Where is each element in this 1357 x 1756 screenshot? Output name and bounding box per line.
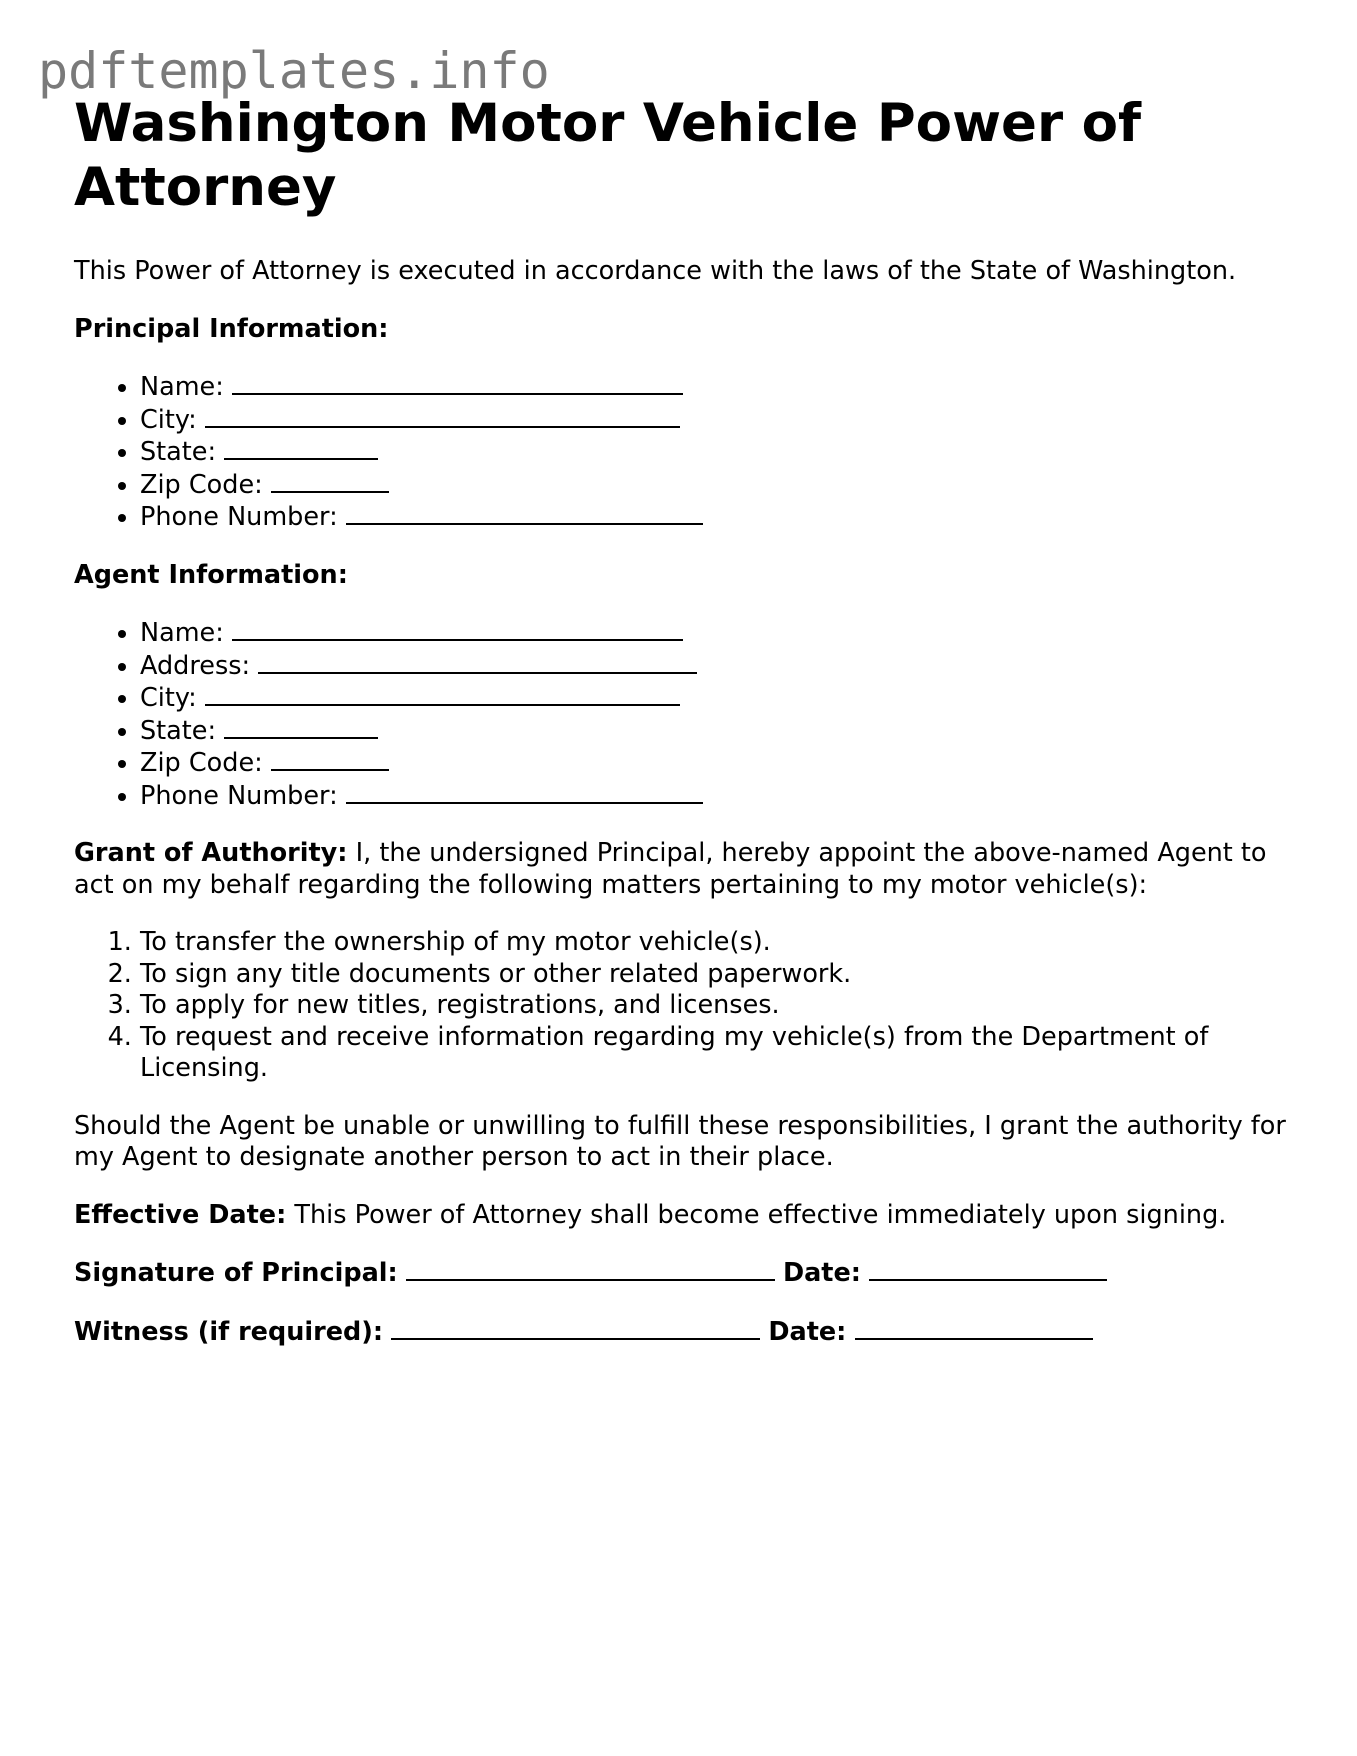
field-label: Zip Code: (140, 469, 263, 500)
grant-item: 4. To request and receive information regarding my vehicle(s) from the Department of Licensing. (140, 1022, 1304, 1085)
field-label: Phone Number: (140, 502, 338, 532)
grant-item: 1. To transfer the ownership of my motor vehicle(s). (140, 927, 1304, 959)
watermark: pdftemplates.info (38, 42, 550, 100)
principal-signature-label: Signature of Principal: (74, 1258, 398, 1288)
document-title: Washington Motor Vehicle Power of Attorney (74, 93, 1142, 218)
witness-signature-line (74, 1316, 1304, 1349)
grant-text: I, the undersigned Principal, hereby appoint the above-named Agent to act on my behalf regarding the following matters pertaining to my motor vehicle(s): (74, 838, 1267, 900)
agent-heading: Agent Information: (74, 559, 348, 590)
grant-item: 3. To apply for new titles, registrations, and licenses. (140, 990, 1304, 1022)
effective-text: This Power of Attorney shall become effective immediately upon signing. (286, 1199, 1227, 1230)
agent-address-item (140, 650, 1304, 683)
field-label: City: (140, 404, 197, 435)
grant-item: 2. To sign any title documents or other related paperwork. (140, 959, 1304, 991)
principal-zip-blank[interactable] (271, 469, 389, 493)
effective-label: Effective Date: (74, 1199, 287, 1230)
principal-zip-item (140, 469, 1304, 502)
witness-date-label: Date: (768, 1316, 847, 1347)
field-label: State: (140, 715, 217, 746)
agent-zip-item (140, 747, 1304, 780)
principal-signature-blank[interactable] (406, 1257, 775, 1281)
effective-paragraph (74, 1200, 1304, 1232)
principal-date-blank[interactable] (869, 1257, 1107, 1281)
intro-paragraph: This Power of Attorney is executed in accordance with the laws of the State of Washington. (74, 256, 1237, 286)
agent-address-blank[interactable] (258, 650, 697, 674)
agent-name-item (140, 617, 1304, 650)
field-label: State: (140, 437, 217, 467)
agent-state-item (140, 715, 1304, 748)
grant-paragraph (74, 838, 1304, 901)
agent-city-blank[interactable] (205, 682, 680, 706)
field-label: Name: (140, 372, 224, 402)
witness-signature-blank[interactable] (391, 1316, 760, 1340)
principal-phone-blank[interactable] (346, 501, 703, 525)
principal-date-label: Date: (782, 1258, 861, 1288)
agent-zip-blank[interactable] (271, 747, 389, 771)
principal-fields (74, 371, 1304, 534)
field-label: City: (140, 683, 197, 713)
grant-list (74, 927, 1304, 1085)
field-label: Zip Code: (140, 748, 263, 778)
field-label: Name: (140, 618, 224, 648)
principal-name-blank[interactable] (232, 371, 683, 395)
witness-signature-label: Witness (if required): (74, 1316, 384, 1347)
agent-state-blank[interactable] (224, 715, 378, 739)
field-label: Phone Number: (140, 780, 338, 811)
agent-name-blank[interactable] (232, 617, 683, 641)
agent-phone-blank[interactable] (346, 780, 703, 804)
principal-city-blank[interactable] (205, 404, 680, 428)
substitution-paragraph: Should the Agent be unable or unwilling to fulfill these responsibilities, I grant the authority for my Agent to designate another person to act in their place. (74, 1110, 1286, 1172)
agent-fields (74, 617, 1304, 812)
principal-state-blank[interactable] (224, 436, 378, 460)
field-label: Address: (140, 650, 251, 681)
principal-city-item (140, 404, 1304, 437)
principal-signature-line (74, 1257, 1304, 1290)
principal-name-item (140, 371, 1304, 404)
principal-heading: Principal Information: (74, 313, 389, 344)
document-page (74, 92, 1304, 1348)
grant-label: Grant of Authority: (74, 838, 348, 868)
principal-state-item (140, 436, 1304, 469)
principal-phone-item (140, 501, 1304, 534)
witness-date-blank[interactable] (855, 1316, 1093, 1340)
agent-city-item (140, 682, 1304, 715)
agent-phone-item (140, 780, 1304, 813)
